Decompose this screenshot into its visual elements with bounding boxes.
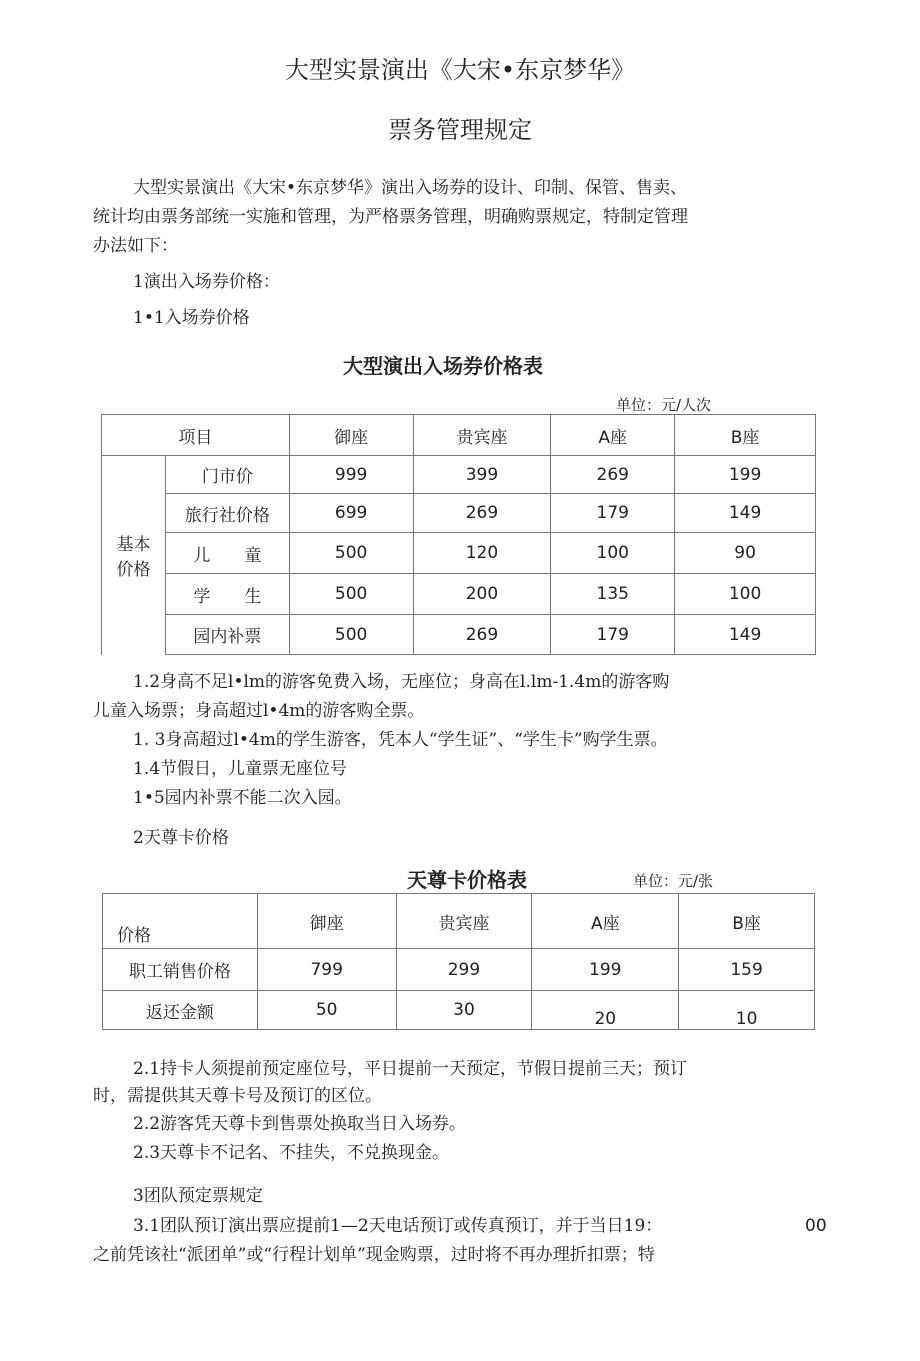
table-row <box>102 615 816 655</box>
note-3-1-line-2: 之前凭该社“派团单”或“行程计划单”现金购票，过时将不再办理折扣票；特 <box>93 1245 655 1265</box>
table1-header-col: 御座 <box>289 415 413 456</box>
cell: 199 <box>532 949 679 991</box>
note-2-3: 2.3天尊卡不记名、不挂失，不兑换现金。 <box>133 1143 450 1163</box>
note-1-2-line-1: 1.2身高不足l•lm的游客免费入场，无座位；身高在l.lm-1.4m的游客购 <box>133 672 670 692</box>
table2-header-col: 贵宾座 <box>396 894 532 949</box>
note-2-1-line-2: 时，需提供其天尊卡号及预订的区位。 <box>93 1086 382 1106</box>
cell: 179 <box>551 494 675 533</box>
cell: 20 <box>532 991 679 1030</box>
section-1-heading: 1演出入场券价格： <box>133 272 280 292</box>
cell: 999 <box>289 456 413 494</box>
cell: 50 <box>257 991 396 1030</box>
table1-header-item: 项目 <box>102 415 290 456</box>
cell: 269 <box>551 456 675 494</box>
cell: 159 <box>679 949 815 991</box>
table-row <box>103 991 815 1030</box>
row-label: 园内补票 <box>165 615 289 655</box>
cell: 149 <box>675 494 816 533</box>
section-2-heading: 2天尊卡价格 <box>133 828 229 848</box>
cell: 100 <box>675 574 816 615</box>
table-row <box>103 949 815 991</box>
cell: 500 <box>289 615 413 655</box>
table2-unit: 单位：元/张 <box>633 872 714 890</box>
cell: 120 <box>413 533 551 574</box>
row-label: 门市价 <box>165 456 289 494</box>
section-3-heading: 3团队预定票规定 <box>133 1186 263 1206</box>
cell: 135 <box>551 574 675 615</box>
section-1-1-heading: 1•1入场券价格 <box>133 308 250 328</box>
row-label: 儿 童 <box>165 533 289 574</box>
table1-header-col: B座 <box>675 415 816 456</box>
table2-header-col: B座 <box>679 894 815 949</box>
table2-header-row <box>103 894 815 949</box>
table-row <box>102 533 816 574</box>
cell: 199 <box>675 456 816 494</box>
cell: 299 <box>396 949 532 991</box>
row-label: 旅行社价格 <box>165 494 289 533</box>
table2-header-item: 价格 <box>103 894 258 949</box>
document-title: 大型实景演出《大宋•东京梦华》 <box>284 56 636 84</box>
table2-header-col: 御座 <box>257 894 396 949</box>
table2-title: 天尊卡价格表 <box>407 868 527 892</box>
cell: 30 <box>396 991 532 1030</box>
table1-header-col: 贵宾座 <box>413 415 551 456</box>
note-1-3: 1. 3身高超过l•4m的学生游客，凭本人“学生证”、“学生卡”购学生票。 <box>133 730 668 750</box>
row-label: 学 生 <box>165 574 289 615</box>
table-row <box>102 574 816 615</box>
intro-line-2: 统计均由票务部统一实施和管理，为严格票务管理，明确购票规定，特制定管理 <box>93 207 688 227</box>
note-1-4: 1.4节假日，儿童票无座位号 <box>133 759 348 779</box>
note-2-2: 2.2游客凭天尊卡到售票处换取当日入场券。 <box>133 1114 467 1134</box>
cell: 399 <box>413 456 551 494</box>
row-label: 返还金额 <box>103 991 258 1030</box>
cell: 90 <box>675 533 816 574</box>
note-3-1-line-1: 3.1团队预订演出票应提前1—2天电话预订或传真预订，并于当日19： <box>133 1216 663 1236</box>
cell: 500 <box>289 533 413 574</box>
table2-header-col: A座 <box>532 894 679 949</box>
table1-header-row <box>102 415 816 456</box>
note-2-1-line-1: 2.1持卡人须提前预定座位号，平日提前一天预定，节假日提前三天；预订 <box>133 1059 688 1079</box>
card-price-table <box>102 893 815 1030</box>
note-3-1-time-tail: 00 <box>805 1216 827 1236</box>
table-row <box>102 494 816 533</box>
cell: 10 <box>679 991 815 1030</box>
intro-line-1: 大型实景演出《大宋•东京梦华》演出入场券的设计、印制、保管、售卖、 <box>133 178 688 198</box>
row-label: 职工销售价格 <box>103 949 258 991</box>
cell: 699 <box>289 494 413 533</box>
cell: 500 <box>289 574 413 615</box>
table1-group-label <box>102 456 166 655</box>
cell: 799 <box>257 949 396 991</box>
note-1-2-line-2: 儿童入场票；身高超过l•4m的游客购全票。 <box>93 701 425 721</box>
document-subtitle: 票务管理规定 <box>388 116 532 144</box>
cell: 200 <box>413 574 551 615</box>
group-label-line1: 基本 <box>116 535 151 556</box>
table-row <box>102 456 816 494</box>
group-label-line2: 价格 <box>116 560 151 581</box>
table1-header-col: A座 <box>551 415 675 456</box>
cell: 269 <box>413 615 551 655</box>
cell: 100 <box>551 533 675 574</box>
intro-line-3: 办法如下： <box>93 236 178 256</box>
cell: 179 <box>551 615 675 655</box>
table1-title: 大型演出入场券价格表 <box>343 354 543 378</box>
note-1-5: 1•5园内补票不能二次入园。 <box>133 788 352 808</box>
ticket-price-table <box>101 414 816 655</box>
table1-unit: 单位：元/人次 <box>616 396 712 414</box>
cell: 269 <box>413 494 551 533</box>
cell: 149 <box>675 615 816 655</box>
